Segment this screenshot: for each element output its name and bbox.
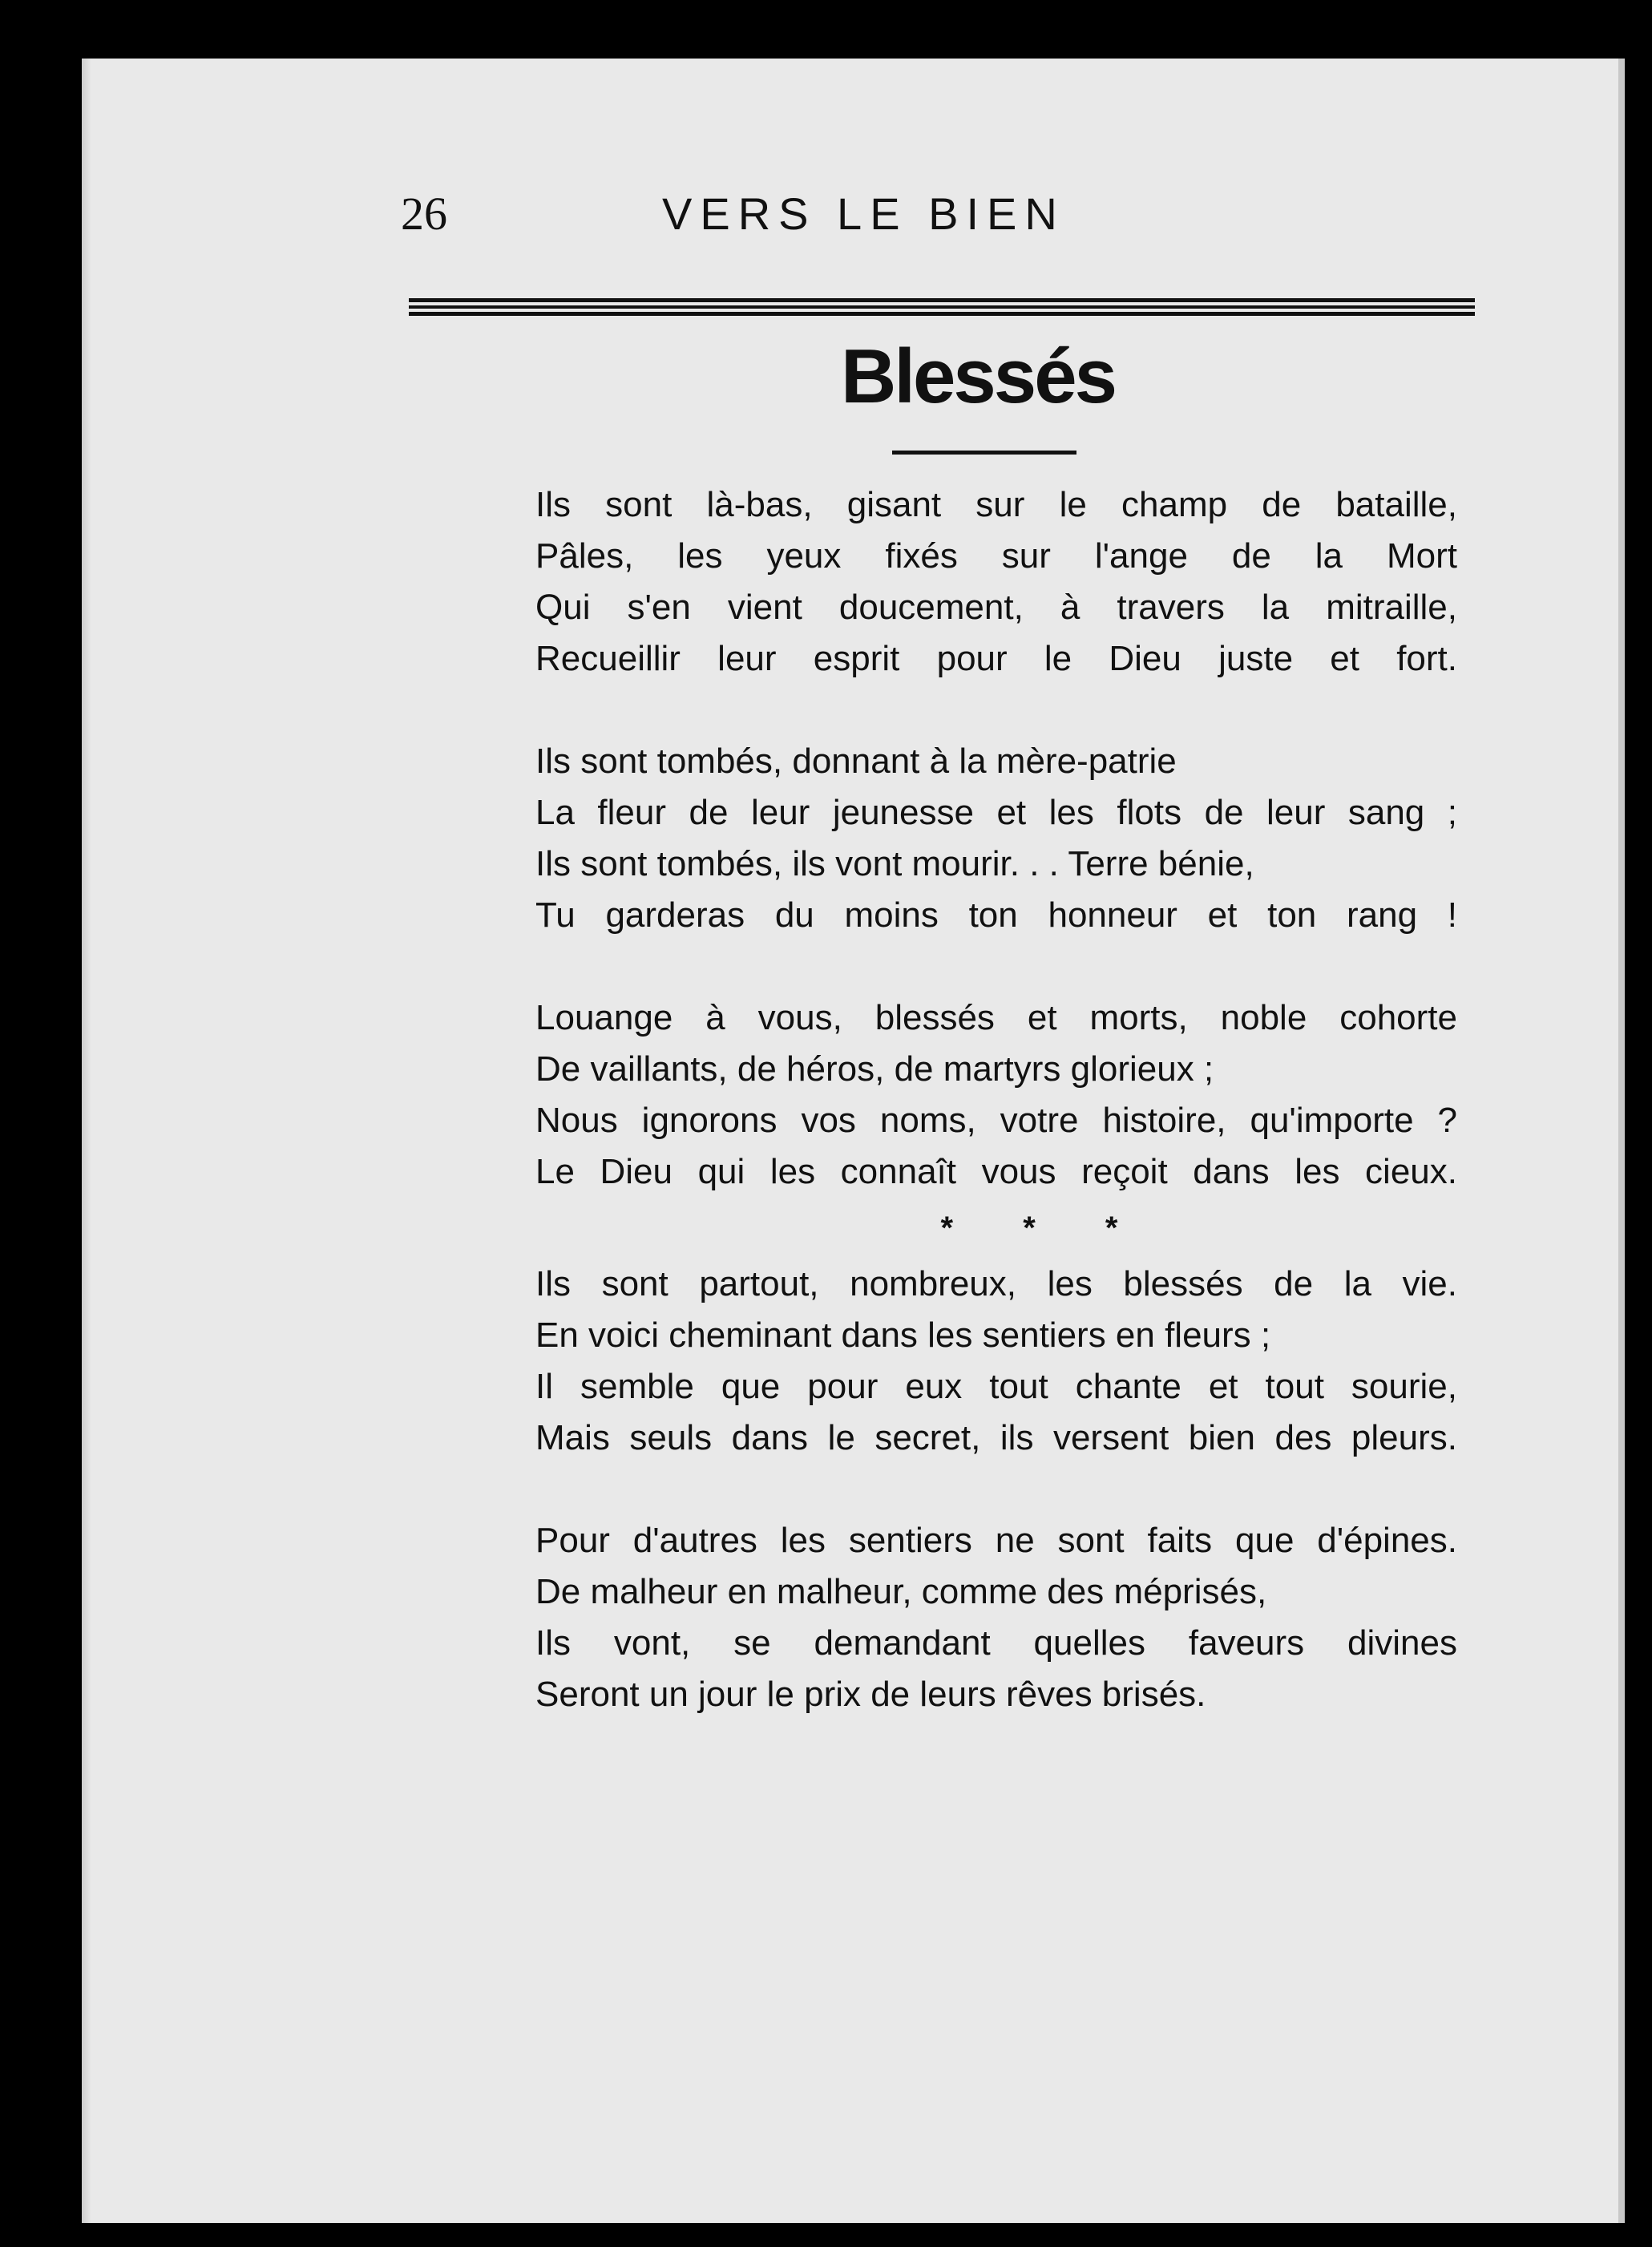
verse-line: Qui s'en vient doucement, à travers la mitraille, (535, 588, 1457, 627)
stanza-5 (535, 1515, 1457, 1720)
header-rule-line (409, 312, 1475, 316)
header-rule (409, 298, 1475, 317)
page-edge-left (82, 59, 91, 2223)
verse-line: Nous ignorons vos noms, votre histoire, qu'importe ? (535, 1101, 1457, 1140)
journal-title: VERS LE BIEN (662, 188, 1065, 239)
stanza-1 (535, 479, 1457, 685)
verse-line: Ils vont, se demandant quelles faveurs divines (535, 1623, 1457, 1663)
stanza-2 (535, 736, 1457, 941)
poem-body (535, 479, 1457, 1720)
header-rule-line (409, 298, 1475, 302)
verse-line: Pour d'autres les sentiers ne sont faits que d'épines. (535, 1521, 1457, 1560)
stanza-gap (535, 685, 1457, 736)
verse-line: Recueillir leur esprit pour le Dieu juste et fort. (535, 639, 1457, 678)
verse-line: De malheur en malheur, comme des méprisés, (535, 1572, 1267, 1611)
verse-line: Tu garderas du moins ton honneur et ton rang ! (535, 895, 1457, 935)
verse-line: Le Dieu qui les connaît vous reçoit dans les cieux. (535, 1152, 1457, 1191)
title-rule (892, 451, 1076, 455)
running-head (401, 178, 1467, 250)
section-separator: * * * (940, 1210, 1149, 1246)
verse-line: Ils sont là-bas, gisant sur le champ de bataille, (535, 485, 1457, 524)
verse-line: De vaillants, de héros, de martyrs glorieux ; (535, 1049, 1214, 1089)
verse-line: Il semble que pour eux tout chante et tout sourie, (535, 1367, 1457, 1406)
verse-line: En voici cheminant dans les sentiers en fleurs ; (535, 1315, 1271, 1355)
page-edge-right (1618, 59, 1625, 2223)
verse-line: Seront un jour le prix de leurs rêves brisés. (535, 1675, 1206, 1714)
poem-title: Blessés (841, 333, 1115, 419)
verse-line: Ils sont tombés, donnant à la mère-patrie (535, 742, 1177, 781)
header-rule-line (409, 305, 1475, 309)
verse-line: Ils sont partout, nombreux, les blessés de la vie. (535, 1264, 1457, 1303)
verse-line: Ils sont tombés, ils vont mourir. . . Terre bénie, (535, 844, 1254, 883)
verse-line: Mais seuls dans le secret, ils versent bien des pleurs. (535, 1418, 1457, 1457)
stanza-gap (535, 1464, 1457, 1515)
verse-line: La fleur de leur jeunesse et les flots de leur sang ; (535, 793, 1457, 832)
verse-line: Pâles, les yeux fixés sur l'ange de la Mort (535, 536, 1457, 576)
verse-line: Louange à vous, blessés et morts, noble cohorte (535, 998, 1457, 1037)
stanza-4 (535, 1259, 1457, 1464)
stanza-gap (535, 941, 1457, 992)
stanza-3 (535, 992, 1457, 1198)
page-number: 26 (401, 188, 447, 240)
